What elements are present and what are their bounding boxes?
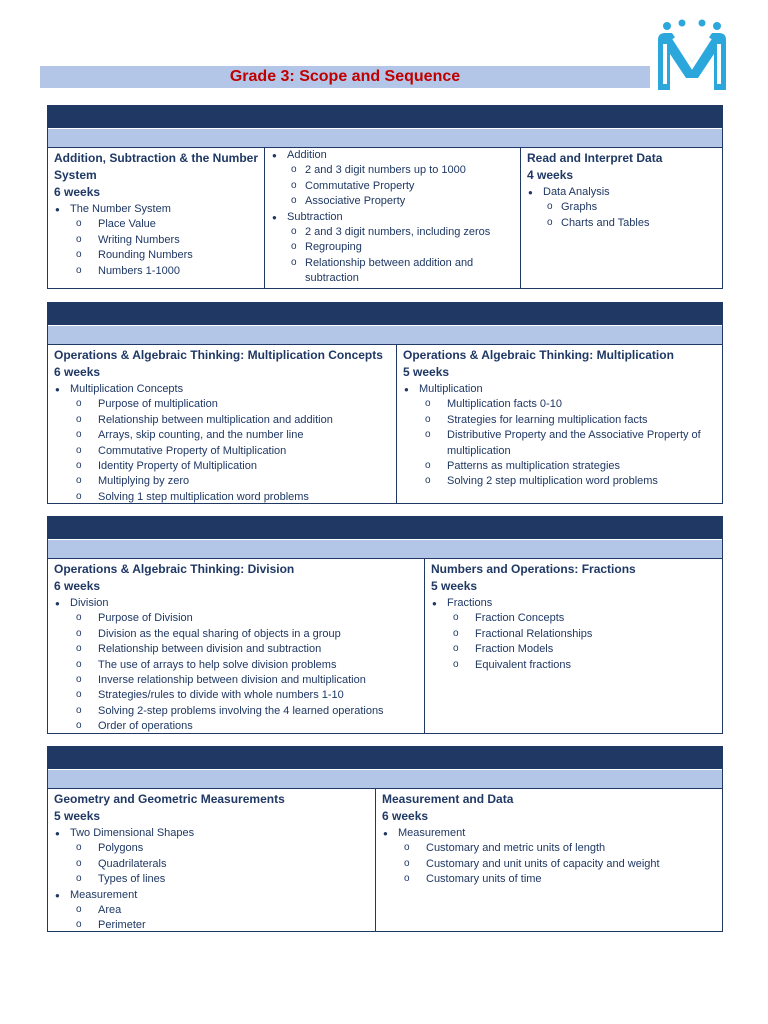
subtopic: o Arrays, skip counting, and the number line [54, 428, 390, 443]
section-subheader-bar [48, 539, 722, 559]
section-subheader-bar [48, 128, 722, 148]
subtopic: o Regrouping [271, 240, 514, 255]
subtopic: o Strategies for learning multiplication facts [403, 413, 716, 428]
unit-weeks: 4 weeks [527, 168, 574, 182]
unit-weeks: 6 weeks [382, 809, 429, 823]
page-title: Grade 3: Scope and Sequence [229, 68, 461, 85]
section-subheader-bar [48, 325, 722, 345]
subtopic: o 2 and 3 digit numbers, including zeros [271, 225, 514, 240]
unit-cell [520, 148, 722, 288]
subtopic: o Rounding Numbers [54, 248, 258, 263]
subtopic: o Solving 2-step problems involving the 4 learned operations [54, 704, 418, 719]
subtopic: o Customary units of time [382, 872, 716, 887]
subtopic: o Solving 1 step multiplication word problems [54, 490, 390, 505]
unit-weeks: 6 weeks [54, 365, 101, 379]
subtopic: o Charts and Tables [527, 216, 716, 231]
subtopic: o Fraction Concepts [431, 611, 716, 626]
subtopic: o Commutative Property of Multiplication [54, 444, 390, 459]
subtopic: o Commutative Property [271, 179, 514, 194]
subtopic: o Inverse relationship between division and multiplication [54, 673, 418, 688]
topic: ● Multiplication [403, 382, 716, 397]
topic: ● Multiplication Concepts [54, 382, 390, 397]
unit-title: Addition, Subtraction & the Number System [54, 151, 258, 182]
subtopic: o Patterns as multiplication strategies [403, 459, 716, 474]
unit-cell [375, 789, 722, 931]
section-header-bar [48, 303, 722, 325]
unit-cell [396, 345, 722, 503]
subtopic: o Division as the equal sharing of objects in a group [54, 627, 418, 642]
unit-weeks: 6 weeks [54, 579, 101, 593]
subtopic: o The use of arrays to help solve division problems [54, 658, 418, 673]
subtopic: o Multiplying by zero [54, 474, 390, 489]
subtopic: o Perimeter [54, 918, 369, 933]
section-header-bar [48, 106, 722, 128]
topic: ● Measurement [382, 826, 716, 841]
topic: ● Fractions [431, 596, 716, 611]
unit-weeks: 5 weeks [403, 365, 450, 379]
subtopic: o Multiplication facts 0-10 [403, 397, 716, 412]
subtopic: o Purpose of Division [54, 611, 418, 626]
subtopic: o Polygons [54, 841, 369, 856]
section-4 [47, 746, 723, 932]
subtopic: o Quadrilaterals [54, 857, 369, 872]
subtopic: o Associative Property [271, 194, 514, 209]
unit-title: Operations & Algebraic Thinking: Division [54, 562, 295, 576]
unit-cell [48, 148, 264, 288]
subtopic: o Numbers 1-1000 [54, 264, 258, 279]
section-header-bar [48, 517, 722, 539]
subtopic: o Graphs [527, 200, 716, 215]
subtopic: o Solving 2 step multiplication word problems [403, 474, 716, 489]
section-2 [47, 302, 723, 504]
topic: ● Data Analysis [527, 185, 716, 200]
unit-cell [264, 148, 520, 288]
unit-title: Read and Interpret Data [527, 151, 663, 165]
unit-weeks: 5 weeks [54, 809, 101, 823]
subtopic: o Relationship between addition and subtraction [271, 256, 514, 287]
subtopic: o Area [54, 903, 369, 918]
subtopic: o Types of lines [54, 872, 369, 887]
subtopic: o Relationship between multiplication and addition [54, 413, 390, 428]
section-3 [47, 516, 723, 734]
unit-title: Geometry and Geometric Measurements [54, 792, 285, 806]
subtopic: o Writing Numbers [54, 233, 258, 248]
section-subheader-bar [48, 769, 722, 789]
subtopic: o Order of operations [54, 719, 418, 734]
section-1 [47, 105, 723, 289]
logo-m-icon [654, 18, 730, 92]
topic: ● Two Dimensional Shapes [54, 826, 369, 841]
unit-weeks: 6 weeks [54, 185, 101, 199]
topic: ● Measurement [54, 888, 369, 903]
subtopic: o Purpose of multiplication [54, 397, 390, 412]
subtopic: o 2 and 3 digit numbers up to 1000 [271, 163, 514, 178]
unit-cell [48, 345, 396, 503]
topic: ● The Number System [54, 202, 258, 217]
section-header-bar [48, 747, 722, 769]
unit-cell [48, 559, 424, 733]
subtopic: o Place Value [54, 217, 258, 232]
unit-cell [424, 559, 722, 733]
topic: ● Addition [271, 148, 514, 163]
topic: ● Division [54, 596, 418, 611]
subtopic: o Identity Property of Multiplication [54, 459, 390, 474]
subtopic: o Customary and metric units of length [382, 841, 716, 856]
unit-title: Measurement and Data [382, 792, 514, 806]
topic: ● Subtraction [271, 210, 514, 225]
subtopic: o Relationship between division and subtraction [54, 642, 418, 657]
unit-title: Numbers and Operations: Fractions [431, 562, 636, 576]
subtopic: o Fraction Models [431, 642, 716, 657]
subtopic: o Equivalent fractions [431, 658, 716, 673]
subtopic: o Strategies/rules to divide with whole numbers 1-10 [54, 688, 418, 703]
subtopic: o Fractional Relationships [431, 627, 716, 642]
unit-cell [48, 789, 375, 931]
unit-title: Operations & Algebraic Thinking: Multiplication Concepts [54, 348, 383, 362]
unit-title: Operations & Algebraic Thinking: Multiplication [403, 348, 674, 362]
subtopic: o Distributive Property and the Associative Property of multiplication [403, 428, 716, 459]
title-bar [40, 66, 650, 88]
subtopic: o Customary and unit units of capacity and weight [382, 857, 716, 872]
unit-weeks: 5 weeks [431, 579, 478, 593]
